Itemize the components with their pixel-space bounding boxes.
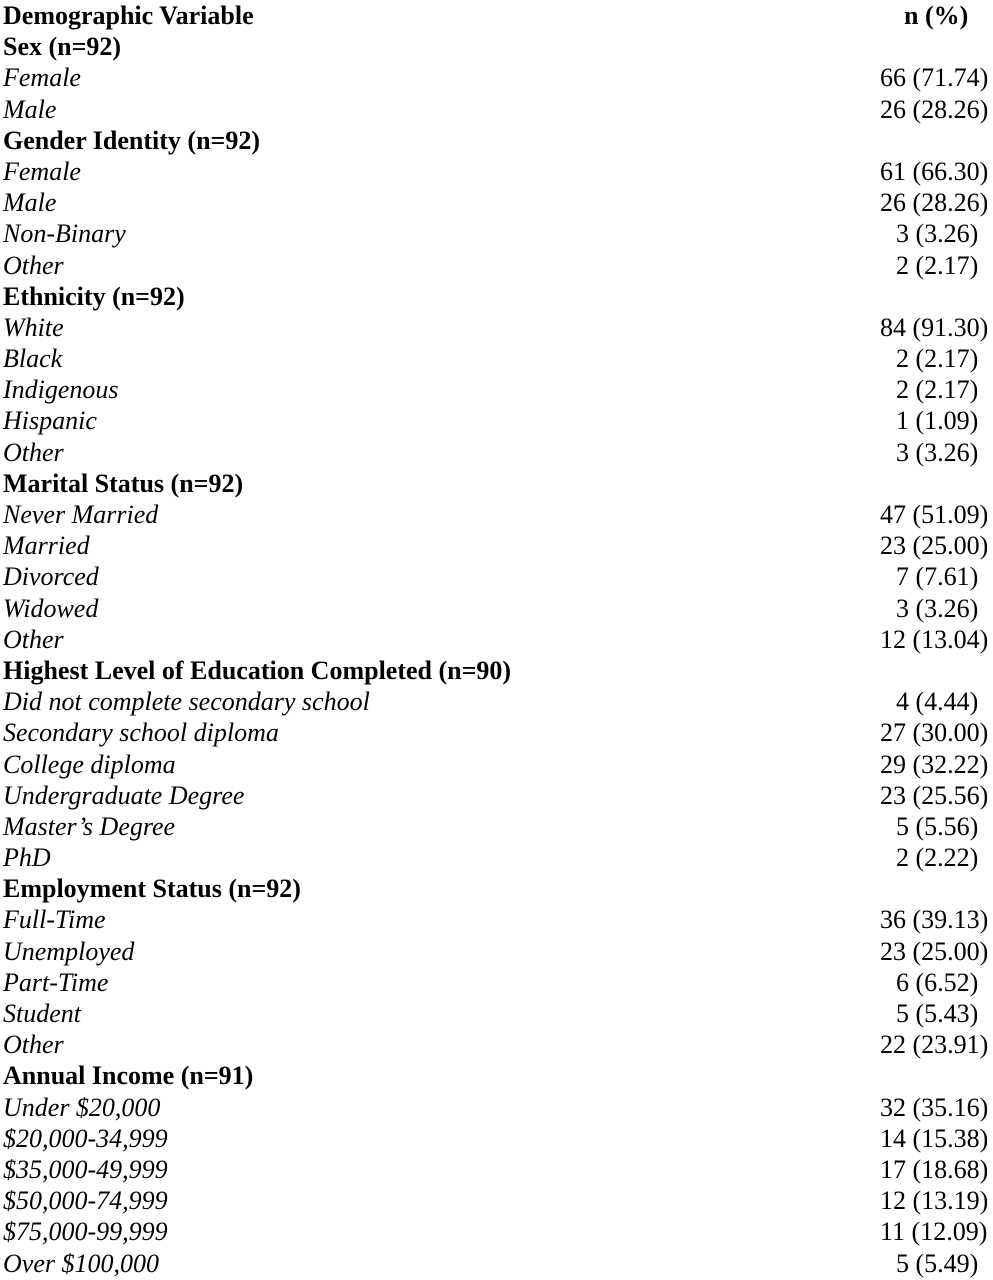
table-row (0, 1185, 993, 1216)
table-row (0, 343, 993, 374)
category-label: Full-Time (3, 905, 106, 935)
table-row (0, 374, 993, 405)
category-label: Indigenous (3, 375, 119, 405)
count-percent-value: 6 (6.52) (896, 967, 979, 997)
variable-column-header: Demographic Variable (3, 1, 254, 30)
count-percent-value: 2 (2.17) (896, 375, 979, 405)
table-row (0, 811, 993, 842)
table-body (0, 31, 993, 1279)
count-percent-value: 5 (5.56) (896, 811, 979, 841)
table-row (0, 437, 993, 468)
table-row (0, 187, 993, 218)
group-header-row (0, 655, 993, 686)
count-percent-value: 1 (1.09) (896, 406, 979, 436)
table-row (0, 62, 993, 93)
count-percent-value: 3 (3.26) (896, 593, 979, 623)
category-label: Student (3, 999, 81, 1028)
group-title: Sex (n=92) (3, 32, 122, 62)
table-row (0, 717, 993, 748)
category-label: Married (3, 531, 90, 561)
count-percent-value: 66 (71.74) (880, 63, 989, 93)
table-row (0, 1154, 993, 1185)
category-label: Under $20,000 (3, 1092, 161, 1122)
category-label: Female (3, 63, 81, 93)
group-header-row (0, 281, 993, 312)
table-row (0, 936, 993, 967)
count-percent-value: 61 (66.30) (880, 156, 989, 186)
category-label: Never Married (3, 500, 159, 529)
table-row (0, 561, 993, 592)
table-header-row (0, 0, 993, 31)
count-percent-value: 32 (35.16) (880, 1092, 989, 1122)
category-label: Part-Time (3, 967, 109, 997)
category-label: Hispanic (3, 406, 97, 436)
category-label: Over $100,000 (3, 1248, 159, 1278)
group-title: Highest Level of Education Completed (n=90) (3, 655, 512, 685)
count-percent-value: 26 (28.26) (880, 188, 989, 218)
group-header-row (0, 125, 993, 156)
count-percent-value: 4 (4.44) (896, 687, 979, 717)
table-row (0, 156, 993, 187)
category-label: Other (3, 1030, 64, 1060)
category-label: Male (3, 94, 57, 124)
group-title: Employment Status (n=92) (3, 874, 301, 904)
group-header-row (0, 1060, 993, 1091)
count-percent-value: 26 (28.26) (880, 94, 989, 124)
count-percent-value: 36 (39.13) (880, 905, 989, 935)
count-percent-value: 3 (3.26) (896, 219, 979, 249)
table-row (0, 686, 993, 717)
count-percent-value: 3 (3.26) (896, 437, 979, 467)
count-percent-value: 14 (15.38) (880, 1123, 989, 1153)
category-label: Male (3, 188, 57, 218)
count-percent-value: 47 (51.09) (880, 500, 989, 529)
count-percent-value: 5 (5.43) (896, 999, 979, 1028)
count-percent-value: 22 (23.91) (880, 1030, 989, 1060)
count-percent-value: 12 (13.04) (880, 624, 989, 654)
category-label: Master’s Degree (3, 811, 176, 841)
category-label: White (3, 312, 64, 342)
table-row (0, 749, 993, 780)
category-label: $20,000-34,999 (3, 1123, 168, 1153)
category-label: Divorced (3, 562, 99, 592)
category-label: Black (3, 344, 63, 374)
table-row (0, 405, 993, 436)
category-label: Female (3, 156, 81, 186)
category-label: Secondary school diploma (3, 718, 279, 748)
count-percent-value: 29 (32.22) (880, 749, 989, 779)
count-percent-value: 27 (30.00) (880, 718, 989, 748)
table-row (0, 1123, 993, 1154)
table-row (0, 904, 993, 935)
count-percent-value: 23 (25.00) (880, 936, 989, 966)
table-row (0, 998, 993, 1029)
category-label: Unemployed (3, 936, 135, 966)
table-row (0, 967, 993, 998)
table-row (0, 593, 993, 624)
category-label: Did not complete secondary school (3, 687, 370, 717)
count-percent-value: 12 (13.19) (880, 1186, 989, 1216)
table-row (0, 218, 993, 249)
table-row (0, 624, 993, 655)
group-title: Marital Status (n=92) (3, 468, 244, 498)
table-row (0, 530, 993, 561)
count-percent-value: 7 (7.61) (896, 562, 979, 592)
table-row (0, 94, 993, 125)
table-row (0, 499, 993, 530)
category-label: Other (3, 437, 64, 467)
category-label: $50,000-74,999 (3, 1186, 168, 1216)
table-row (0, 780, 993, 811)
count-percent-value: 5 (5.49) (896, 1248, 979, 1278)
group-header-row (0, 31, 993, 62)
count-percent-value: 23 (25.00) (880, 531, 989, 561)
count-percent-value: 2 (2.22) (896, 843, 979, 873)
category-label: Widowed (3, 593, 99, 623)
table-row (0, 842, 993, 873)
count-percent-value: 23 (25.56) (880, 780, 989, 810)
category-label: PhD (3, 843, 51, 873)
category-label: College diploma (3, 749, 176, 779)
category-label: Non-Binary (3, 219, 126, 249)
table-row (0, 312, 993, 343)
count-percent-value: 17 (18.68) (880, 1154, 989, 1184)
table-row (0, 250, 993, 281)
group-title: Gender Identity (n=92) (3, 125, 261, 155)
category-label: $35,000-49,999 (3, 1154, 168, 1184)
category-label: Undergraduate Degree (3, 780, 245, 810)
group-title: Annual Income (n=91) (3, 1061, 254, 1091)
count-percent-value: 11 (12.09) (880, 1217, 988, 1247)
category-label: Other (3, 250, 64, 280)
count-percent-value: 84 (91.30) (880, 312, 989, 342)
category-label: $75,000-99,999 (3, 1217, 168, 1247)
category-label: Other (3, 624, 64, 654)
table-row (0, 1216, 993, 1247)
group-header-row (0, 873, 993, 904)
group-header-row (0, 468, 993, 499)
value-column-header: n (%) (904, 1, 969, 30)
count-percent-value: 2 (2.17) (896, 344, 979, 374)
count-percent-value: 2 (2.17) (896, 250, 979, 280)
table-row (0, 1092, 993, 1123)
table-row (0, 1029, 993, 1060)
table-row (0, 1248, 993, 1279)
group-title: Ethnicity (n=92) (3, 281, 185, 311)
